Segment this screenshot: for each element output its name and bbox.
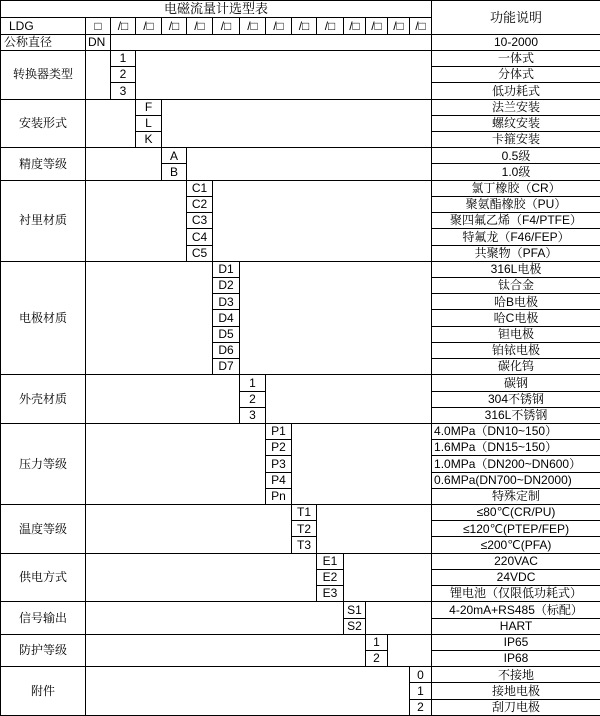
desc-cell: 24VDC [432,569,600,585]
gap-cell [86,375,240,424]
model-prefix: LDG [1,18,86,34]
code-cell: 2 [240,391,266,407]
code-cell: 3 [240,407,266,423]
gap-cell [86,148,162,180]
gap-cell [266,375,432,424]
section-label: 防护等级 [1,634,86,666]
desc-cell: 分体式 [432,67,600,83]
code-cell: S1 [344,602,366,618]
gap-cell [86,99,136,148]
code-cell: 1 [366,634,388,650]
desc-cell: 哈C电极 [432,310,600,326]
code-cell: 0 [410,667,432,683]
gap-cell [317,505,432,554]
section-label: 附件 [1,667,86,716]
model-slot: /□ [410,18,432,34]
desc-cell: 10-2000 [432,34,600,50]
gap-cell [111,34,432,50]
desc-cell: 钛合金 [432,277,600,293]
code-cell: 1 [240,375,266,391]
desc-cell: 220VAC [432,553,600,569]
section-label: 衬里材质 [1,180,86,261]
code-cell: P3 [266,456,292,472]
desc-cell: 不接地 [432,667,600,683]
section-label: 精度等级 [1,148,86,180]
desc-cell: 卡箍安装 [432,132,600,148]
code-cell: D1 [213,261,240,277]
desc-cell: 1.0MPa（DN200~DN600） [432,456,600,472]
desc-cell: 304不锈钢 [432,391,600,407]
gap-cell [344,553,432,602]
gap-cell [292,423,432,504]
code-cell: D5 [213,326,240,342]
gap-cell [86,634,366,666]
code-cell: S2 [344,618,366,634]
gap-cell [86,180,187,261]
code-cell: C3 [187,213,213,229]
gap-cell [187,148,432,180]
desc-cell: 锂电池（仅限低功耗式） [432,586,600,602]
gap-cell [366,602,432,634]
code-cell: L [136,115,162,131]
desc-cell: 聚四氟乙烯（F4/PTFE） [432,213,600,229]
section-label: 温度等级 [1,505,86,554]
desc-cell: 碳化钨 [432,359,600,375]
code-cell: 1 [111,50,136,66]
gap-cell [86,423,266,504]
desc-cell: 0.6MPa(DN700~DN2000) [432,472,600,488]
model-slot: /□ [266,18,292,34]
code-cell: DN [86,34,111,50]
code-cell: C4 [187,229,213,245]
section-label: 转换器类型 [1,50,86,99]
model-slot: /□ [344,18,366,34]
desc-cell: IP65 [432,634,600,650]
desc-cell: IP68 [432,651,600,667]
desc-cell: ≤80℃(CR/PU) [432,505,600,521]
code-cell: 3 [111,83,136,99]
code-cell: T1 [292,505,317,521]
desc-cell: 316L电极 [432,261,600,277]
code-cell: E2 [317,569,344,585]
code-cell: T2 [292,521,317,537]
code-cell: 2 [410,699,432,715]
model-slot: /□ [317,18,344,34]
gap-cell [136,50,432,99]
gap-cell [86,667,410,716]
gap-cell [213,180,432,261]
code-cell: A [162,148,187,164]
desc-cell: 刮刀电极 [432,699,600,715]
desc-cell: 316L不锈钢 [432,407,600,423]
code-cell: D7 [213,359,240,375]
code-cell: D3 [213,294,240,310]
code-cell: D6 [213,342,240,358]
model-slot: /□ [292,18,317,34]
desc-cell: 4.0MPa（DN10~150） [432,423,600,439]
code-cell: K [136,132,162,148]
gap-cell [86,553,317,602]
code-cell: P4 [266,472,292,488]
gap-cell [162,99,432,148]
code-cell: 2 [111,67,136,83]
desc-cell: ≤200℃(PFA) [432,537,600,553]
section-label: 信号输出 [1,602,86,634]
desc-cell: 0.5级 [432,148,600,164]
desc-cell: 哈B电极 [432,294,600,310]
desc-cell: 法兰安装 [432,99,600,115]
code-cell: 2 [366,651,388,667]
section-label: 外壳材质 [1,375,86,424]
code-cell: 1 [410,683,432,699]
desc-cell: ≤120℃(PTEP/FEP) [432,521,600,537]
gap-cell [86,261,213,375]
code-cell: Pn [266,488,292,504]
model-slot: /□ [187,18,213,34]
model-slot: /□ [213,18,240,34]
desc-cell: 氯丁橡胶（CR） [432,180,600,196]
gap-cell [86,505,292,554]
code-cell: P1 [266,423,292,439]
model-slot: /□ [111,18,136,34]
code-cell: E3 [317,586,344,602]
desc-cell: 铂铱电极 [432,342,600,358]
desc-cell: 共聚物（PFA） [432,245,600,261]
model-slot: /□ [136,18,162,34]
desc-cell: 一体式 [432,50,600,66]
code-cell: P2 [266,440,292,456]
section-label: 压力等级 [1,423,86,504]
gap-cell [388,634,432,666]
section-label: 安装形式 [1,99,86,148]
model-slot: /□ [366,18,388,34]
desc-cell: 特殊定制 [432,488,600,504]
section-label: 供电方式 [1,553,86,602]
model-slot: /□ [162,18,187,34]
code-cell: C2 [187,196,213,212]
desc-cell: 1.0级 [432,164,600,180]
gap-cell [240,261,432,375]
gap-cell [86,602,344,634]
code-cell: F [136,99,162,115]
section-label: 公称直径 [1,34,86,50]
code-cell: C5 [187,245,213,261]
desc-cell: 低功耗式 [432,83,600,99]
code-cell: T3 [292,537,317,553]
desc-cell: 螺纹安装 [432,115,600,131]
desc-cell: 钽电极 [432,326,600,342]
code-cell: E1 [317,553,344,569]
section-label: 电极材质 [1,261,86,375]
desc-cell: 接地电极 [432,683,600,699]
desc-cell: 聚氨酯橡胶（PU） [432,196,600,212]
desc-cell: 特氟龙（F46/FEP） [432,229,600,245]
code-cell: D2 [213,277,240,293]
code-cell: B [162,164,187,180]
gap-cell [86,50,111,99]
model-slot: /□ [240,18,266,34]
code-cell: D4 [213,310,240,326]
code-cell: C1 [187,180,213,196]
table-title: 电磁流量计选型表 [1,1,432,18]
desc-cell: 1.6MPa（DN15~150） [432,440,600,456]
model-box: □ [86,18,111,34]
desc-cell: 4-20mA+RS485（标配） [432,602,600,618]
model-slot: /□ [388,18,410,34]
desc-cell: 碳钢 [432,375,600,391]
function-column-header: 功能说明 [432,1,600,35]
desc-cell: HART [432,618,600,634]
